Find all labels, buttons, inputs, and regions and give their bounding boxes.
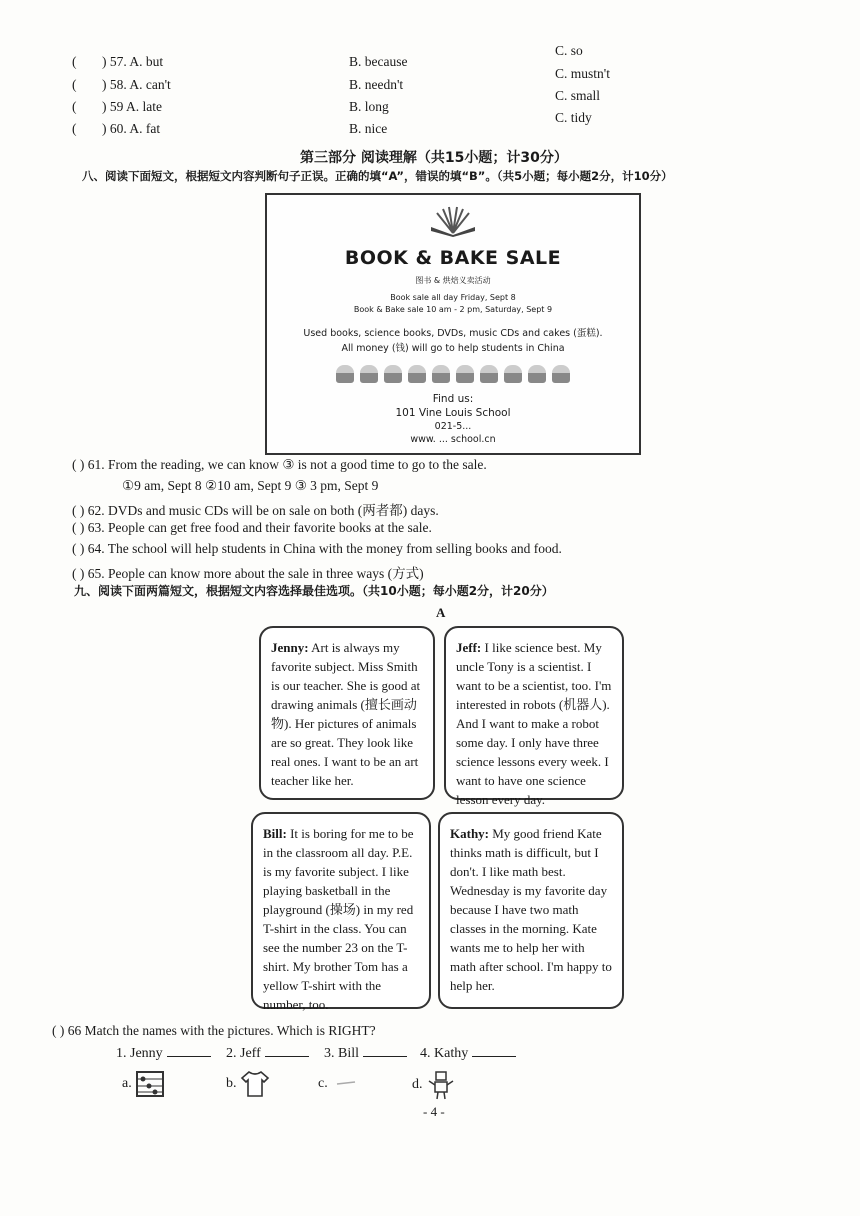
option-label: b. — [226, 1076, 237, 1092]
answer-blank[interactable] — [265, 1056, 309, 1057]
bubble-text: It is boring for me to be in the classroom all day. P.E. is my favorite subject. I like playing basketball in the playground (操场) in my red T-shirt in the class. You can see the number 23 on the T-shirt. My brother Tom has a yellow T-shirt with the number, too. — [263, 826, 414, 1012]
question-66: ( ) 66 Match the names with the pictures. Which is RIGHT? — [52, 1023, 376, 1038]
picture-option-c — [318, 1070, 361, 1098]
option-a: ) 59 A. late — [102, 99, 162, 114]
option-c: C. mustn't — [555, 66, 610, 81]
answer-paren: ( — [72, 77, 77, 92]
picture-option-b — [226, 1070, 270, 1098]
picture-option-a — [122, 1070, 165, 1098]
cupcake-icon — [360, 365, 378, 383]
speaker-name: Bill: — [263, 826, 287, 841]
question-62: ( ) 62. DVDs and music CDs will be on sale on both (两者都) days. — [72, 503, 439, 518]
question-61-options: ①9 am, Sept 8 ②10 am, Sept 9 ③ 3 pm, Sept 9 — [122, 478, 379, 493]
cupcake-icon — [408, 365, 426, 383]
speaker-name: Kathy: — [450, 826, 489, 841]
match-item-label: 1. Jenny — [116, 1046, 163, 1061]
match-item-label: 4. Kathy — [420, 1046, 469, 1061]
book-logo-icon — [427, 205, 479, 237]
option-label: d. — [412, 1077, 423, 1093]
option-a: ) 58. A. can't — [102, 77, 171, 92]
poster-items-line: Used books, science books, DVDs, music CDs and cakes (蛋糕). — [303, 328, 603, 339]
match-item — [324, 1046, 407, 1062]
answer-blank[interactable] — [167, 1056, 211, 1057]
picture-option-d — [412, 1070, 456, 1100]
cupcake-icon — [504, 365, 522, 383]
poster-date-line2: Book & Bake sale 10 am - 2 pm, Saturday, Sept 9 — [353, 305, 553, 314]
tshirt-icon — [240, 1070, 270, 1098]
poster-subtitle: 图书 & 烘焙义卖活动 — [415, 276, 491, 285]
question-61: ( ) 61. From the reading, we can know ③ is not a good time to go to the sale. — [72, 457, 487, 472]
poster-find-us: Find us: — [432, 393, 474, 405]
page-number: - 4 - — [423, 1104, 445, 1119]
answer-blank[interactable] — [363, 1056, 407, 1057]
poster-date-line1: Book sale all day Friday, Sept 8 — [390, 293, 516, 302]
option-b: B. needn't — [349, 77, 404, 92]
option-label: a. — [122, 1076, 132, 1092]
answer-blank[interactable] — [472, 1056, 516, 1057]
section8-title: 八、阅读下面短文，根据短文内容判断句子正误。正确的填“A”，错误的填“B”。（共5小题；每小题2分，计10分） — [82, 169, 673, 183]
robot-icon — [426, 1070, 456, 1100]
cupcake-icon — [384, 365, 402, 383]
bubble-text: I like science best. My uncle Tony is a scientist. I want to be a scientist, too. I'm interested in robots (机器人). And I want to make a robot some day. I only have three science lessons every week. I want to have one science lesson every day. — [456, 640, 612, 807]
cupcake-icon — [456, 365, 474, 383]
cupcake-icon — [480, 365, 498, 383]
option-a: ) 57. A. but — [102, 54, 164, 69]
bill-bubble — [251, 812, 431, 1012]
kathy-bubble — [438, 812, 624, 1009]
option-c: C. tidy — [555, 110, 592, 125]
option-c: C. small — [555, 88, 601, 103]
poster-school: 101 Vine Louis School — [395, 407, 511, 419]
speaker-name: Jenny: — [271, 640, 309, 655]
poster-website: www. ... school.cn — [410, 434, 496, 445]
section9-title: 九、阅读下面两篇短文，根据短文内容选择最佳选项。（共10小题；每小题2分，计20分） — [74, 584, 554, 598]
sale-poster — [265, 193, 641, 455]
cupcake-icon — [528, 365, 546, 383]
cupcake-icon — [336, 365, 354, 383]
question-65: ( ) 65. People can know more about the sale in three ways (方式) — [72, 566, 424, 581]
speaker-name: Jeff: — [456, 640, 482, 655]
poster-money-line: All money (钱) will go to help students in China — [341, 343, 565, 354]
part3-title: 第三部分 阅读理解（共15小题；计30分） — [300, 150, 568, 166]
match-item — [420, 1046, 516, 1062]
option-label: c. — [318, 1076, 328, 1092]
question-64: ( ) 64. The school will help students in China with the money from selling books and food. — [72, 541, 562, 556]
answer-paren: ( — [72, 121, 77, 136]
match-item — [116, 1046, 211, 1062]
passage-label: A — [436, 605, 446, 620]
option-a: ) 60. A. fat — [102, 121, 161, 136]
option-b: B. because — [349, 54, 408, 69]
jenny-bubble — [259, 626, 435, 800]
option-b: B. nice — [349, 121, 388, 136]
question-63: ( ) 63. People can get free food and their favorite books at the sale. — [72, 520, 432, 535]
jeff-bubble — [444, 626, 624, 807]
match-item-label: 3. Bill — [324, 1046, 360, 1061]
match-item — [226, 1046, 309, 1062]
answer-paren: ( — [72, 54, 77, 69]
match-item-label: 2. Jeff — [226, 1046, 261, 1061]
paint-icon — [331, 1070, 361, 1098]
option-c: C. so — [555, 43, 583, 58]
cupcake-icon — [552, 365, 570, 383]
bubble-text: My good friend Kate thinks math is difficult, but I don't. I like math best. Wednesday is my favorite day because I have two math classes in the morning. Kate wants me to help her with math after school. I'm happy to help her. — [450, 826, 612, 993]
abacus-icon — [135, 1070, 165, 1098]
poster-phone: 021-5... — [434, 421, 472, 432]
poster-title: BOOK & BAKE SALE — [344, 247, 562, 269]
answer-paren: ( — [72, 99, 77, 114]
cupcake-row — [267, 365, 639, 387]
bubble-text: Art is always my favorite subject. Miss Smith is our teacher. She is good at drawing animals (擅长画动物). Her pictures of animals are so great. They look like real ones. I want to be an art teacher like her. — [271, 640, 421, 788]
cupcake-icon — [432, 365, 450, 383]
option-b: B. long — [349, 99, 389, 114]
